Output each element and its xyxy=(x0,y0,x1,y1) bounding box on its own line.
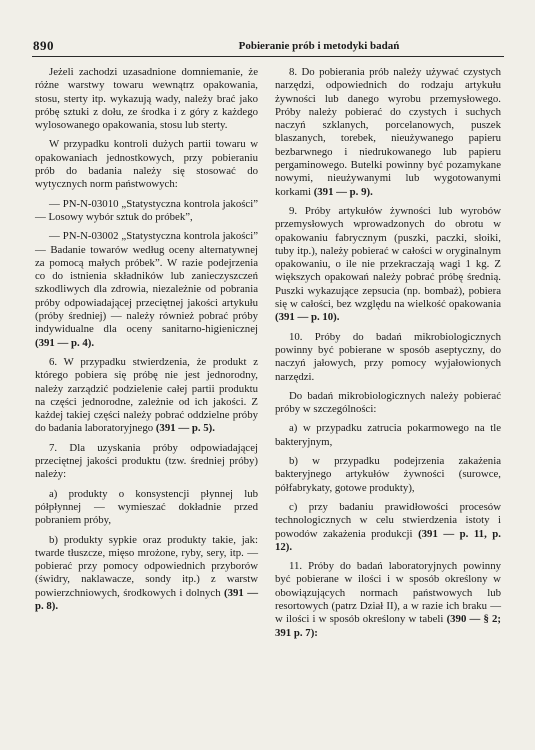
page-number: 890 xyxy=(33,38,54,53)
header-rule xyxy=(32,56,504,57)
paragraph: Do badań mikrobiologicznych należy pobierać próby w szczególności: xyxy=(275,389,501,416)
citation: (391 — p. 9). xyxy=(313,185,373,198)
citation: (391 — p. 8). xyxy=(35,586,258,612)
paragraph: — PN-N-03010 „Statystyczna kontrola jakości” — Losowy wybór sztuk do próbek”, xyxy=(35,197,258,223)
citation: (390 — § 2; 391 p. 7): xyxy=(275,613,501,639)
paragraph: W przypadku kontroli dużych partii towaru w opakowaniach jednostkowych, przy pobieraniu prób do badania należy się stosować do wytycznych norm państwowych: xyxy=(35,138,258,191)
paragraph: 9. Próby artykułów żywności lub wyrobów przemysłowych wprowadzonych do obrotu w opakowaniu fabrycznym (puszki, paczki, słoiki, tuby itp.), należy pobierać w całości w oryginalnym opakowaniu, o ile nie przekraczają wagi 1 kg. Z większych opakowań należy pobrać próbę średnią. Puszki wykazujące zepsucia (np. bombaż), pobiera się w całości, bez względu na wielkość opakowania (391 — p. 10). xyxy=(275,204,501,324)
paragraph: — PN-N-03002 „Statystyczna kontrola jakości” — Badanie towarów według oceny alternatywnej za pomocą małych próbek”. W razie podejrzenia co do istnienia składników lub zanieczyszczeń szkodliwych dla zdrowia, niezależnie od pobrania próby odpowiadającej przeciętnej jakości artykułu (próby średniej) — należy również pobrać próby indywidualne dla oceny sanitarno-higienicznej (391 — p. 4). xyxy=(35,230,258,349)
right-column xyxy=(275,66,501,640)
paragraph: 8. Do pobierania prób należy używać czystych narzędzi, odpowiednich do rodzaju artykułu żywności lub danego wyrobu przemysłowego. Próby należy pobierać do czystych i suchych naczyń szklanych, porcelanowych, puszek blaszanych, torebek, nieużywanego papieru bezbarwnego i niedrukowanego lub papieru pergaminowego. Butelki powinny być pozamykane nowymi, nieużywanymi lub wygotowanymi korkami (391 — p. 9). xyxy=(275,66,501,198)
paragraph: b) produkty sypkie oraz produkty takie, jak: twarde tłuszcze, mięso mrożone, ryby, sery, itp. — pobierać przy pomocy odpowiednich przyborów (świdry, naklawacze, sondy itp.) z warstw powierzchniowych, środkowych i dolnych (391 — p. 8). xyxy=(35,533,258,612)
paragraph: Jeżeli zachodzi uzasadnione domniemanie, że różne warstwy towaru wewnątrz opakowania, stosu, sterty itp. wykazują wady, należy brać jako próbę sztuki z dołu, ze środka i z góry z każdego wylosowanego opakowania, stosu lub sterty. xyxy=(35,66,258,132)
paragraph: a) produkty o konsystencji płynnej lub półpłynnej — wymieszać dokładnie przed pobraniem próby, xyxy=(35,487,258,527)
running-title: Pobieranie prób i metodyki badań xyxy=(238,40,400,52)
paragraph: c) przy badaniu prawidłowości procesów technologicznych w celu stwierdzenia istoty i powodów zakażenia produkcji (391 — p. 11, p. 12). xyxy=(275,500,501,553)
page-header xyxy=(0,0,535,62)
citation: (391 — p. 10). xyxy=(275,311,340,324)
paragraph: 7. Dla uzyskania próby odpowiadającej przeciętnej jakości produktu (tzw. średniej próby) należy: xyxy=(35,441,258,481)
paragraph: b) w przypadku podejrzenia zakażenia bakteryjnego artykułów żywności (surowce, półfabrykaty, gotowe produkty), xyxy=(275,455,501,494)
left-column xyxy=(35,66,258,613)
paragraph: a) w przypadku zatrucia pokarmowego na tle bakteryjnym, xyxy=(275,422,501,448)
citation: (391 — p. 5). xyxy=(155,422,215,435)
paragraph: 6. W przypadku stwierdzenia, że produkt z którego pobiera się próbę nie jest jednorodny, należy zarządzić podzielenie całej partii produktu na części jednorodne, zależnie od ich jakości. Z każdej takiej części należy pobrać oddzielne próby do badania laboratoryjnego (391 — p. 5). xyxy=(35,355,258,435)
paragraph: 10. Próby do badań mikrobiologicznych powinny być pobierane w sposób aseptyczny, do naczyń jałowych, przy pomocy wyjałowionych narzędzi. xyxy=(275,330,501,383)
paragraph: 11. Próby do badań laboratoryjnych powinny być pobierane w ilości i w sposób określony w obowiązujących normach państwowych lub resortowych (patrz Dział II), a w razie ich braku — w ilości i w sposób określony w tabeli (390 — § 2; 391 p. 7): xyxy=(275,560,501,639)
citation: (391 — p. 11, p. 12). xyxy=(275,527,501,553)
citation: (391 — p. 4). xyxy=(35,336,95,349)
